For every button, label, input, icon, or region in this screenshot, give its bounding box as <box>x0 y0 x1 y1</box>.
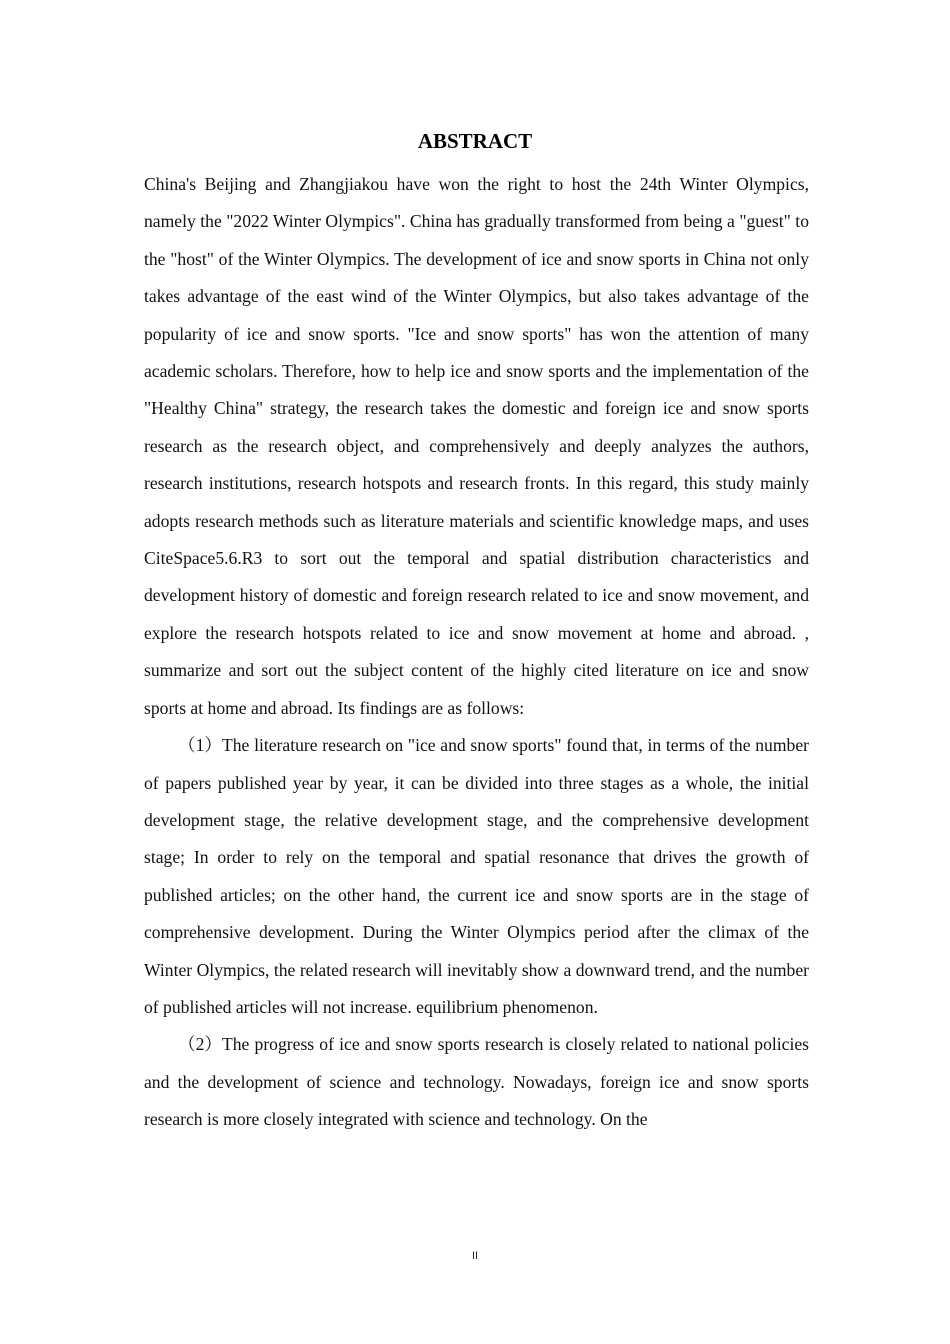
paragraph-finding-2-text: The progress of ice and snow sports research is closely related to national policies and the development of science and technology. Nowadays, foreign ice and snow sports research is more closely integrated with science and technology. On the <box>144 1034 809 1130</box>
paragraph-intro-text: China's Beijing and Zhangjiakou have won the right to host the 24th Winter Olympics, namely the "2022 Winter Olympics". China has gradually transformed from being a "guest" to the "host" of the Winter Olympics. The development of ice and snow sports in China not only takes advantage of the east wind of the Winter Olympics, but also takes advantage of the popularity of ice and snow sports. "Ice and snow sports" has won the attention of many academic scholars. Therefore, how to help ice and snow sports and the implementation of the "Healthy China" strategy, the research takes the domestic and foreign ice and snow sports research as the research object, and comprehensively and deeply analyzes the authors, research institutions, research hotspots and research fronts. In this regard, this study mainly adopts research methods such as literature materials and scientific knowledge maps, and uses CiteSpace5.6.R3 to sort out the temporal and spatial distribution characteristics and development history of domestic and foreign research related to ice and snow movement, and explore the research hotspots related to ice and snow movement at home and abroad. , summarize and sort out the subject content of the highly cited literature on ice and snow sports at home and abroad. Its findings are as follows: <box>144 174 809 718</box>
paragraph-finding-1 <box>144 727 809 1026</box>
abstract-title: ABSTRACT <box>417 129 533 153</box>
paragraph-intro <box>144 166 809 727</box>
paragraph-finding-1-text: The literature research on "ice and snow sports" found that, in terms of the number of papers published year by year, it can be divided into three stages as a whole, the initial development stage, the relative development stage, and the comprehensive development stage; In order to rely on the temporal and spatial resonance that drives the growth of published articles; on the other hand, the current ice and snow sports are in the stage of comprehensive development. During the Winter Olympics period after the climax of the Winter Olympics, the related research will inevitably show a downward trend, and the number of published articles will not increase. equilibrium phenomenon. <box>144 735 809 1017</box>
paragraph-finding-2 <box>144 1026 809 1138</box>
page-number: II <box>471 1250 479 1262</box>
abstract-body <box>144 166 809 1139</box>
paragraph-finding-1-marker: （1） <box>178 735 222 756</box>
paragraph-finding-2-marker: （2） <box>178 1034 222 1055</box>
